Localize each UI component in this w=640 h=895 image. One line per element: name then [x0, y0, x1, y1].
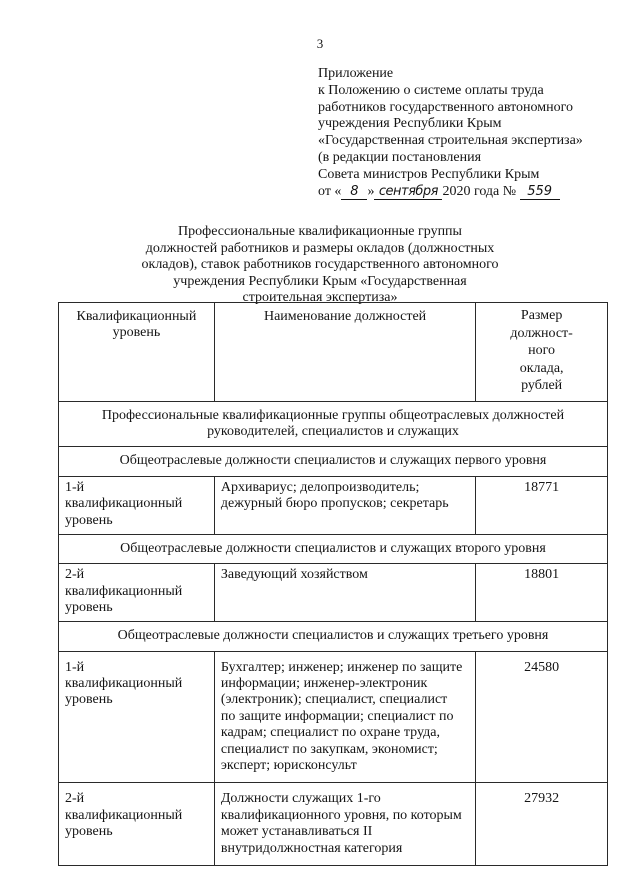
salary-cell: 18771: [476, 476, 608, 534]
section-title-line: Профессиональные квалификационные группы общеотраслевых должностей: [101, 407, 565, 423]
title-line: окладов), ставок работников государственного автономного: [141, 257, 499, 273]
date-prefix: от «: [318, 183, 342, 199]
position-line: Бухгалтер; инженер; инженер по защите: [220, 659, 463, 675]
group-title: Общеотраслевые должности специалистов и служащих третьего уровня: [59, 622, 608, 651]
header-salary-line: Размер: [520, 308, 563, 323]
salary-cell: 24580: [476, 651, 608, 783]
handwritten-month: сентября: [374, 185, 442, 200]
date-year: 2020 года №: [442, 183, 517, 199]
header-level: [59, 303, 215, 402]
appendix-line: (в редакции постановления: [318, 149, 482, 165]
appendix-line: работников государственного автономного: [318, 99, 574, 115]
salary-cell: 27932: [476, 783, 608, 866]
header-level-line: уровень: [112, 325, 161, 341]
level-line: уровень: [65, 824, 113, 840]
level-line: 1-й: [65, 659, 85, 675]
level-line: уровень: [65, 599, 113, 615]
level-cell: [59, 564, 215, 622]
header-salary-line: оклада,: [519, 360, 564, 376]
appendix-line: к Положению о системе оплаты труда: [318, 82, 544, 98]
title-line: учреждения Республики Крым «Государственная: [173, 273, 467, 289]
level-line: уровень: [65, 512, 113, 528]
position-line: (электроник); специалист, специалист: [220, 692, 448, 708]
positions-cell: [214, 651, 475, 783]
position-line: квалификационного уровня, по которым: [220, 807, 462, 823]
level-line: квалификационный: [65, 807, 183, 823]
position-line: по защите информации; специалист по: [220, 708, 454, 724]
positions-cell: [214, 783, 475, 866]
section-row: [59, 401, 608, 447]
level-line: квалификационный: [65, 583, 183, 599]
level-line: уровень: [65, 692, 113, 708]
page-number: 3: [316, 36, 324, 51]
position-line: дежурный бюро пропусков; секретарь: [220, 496, 449, 512]
appendix-line: «Государственная строительная экспертиза»: [318, 133, 583, 149]
appendix-block: [318, 66, 618, 200]
handwritten-doc-number: 559: [520, 185, 560, 200]
level-line: 2-й: [65, 567, 85, 583]
appendix-line: Приложение: [318, 66, 394, 81]
handwritten-day: 8: [341, 185, 367, 200]
group-row: [59, 447, 608, 476]
table-header-row: [59, 303, 608, 402]
position-line: эксперт; юрисконсульт: [220, 757, 357, 773]
group-title: Общеотраслевые должности специалистов и служащих второго уровня: [59, 534, 608, 563]
group-row: [59, 622, 608, 651]
level-cell: [59, 476, 215, 534]
group-row: [59, 534, 608, 563]
level-line: 2-й: [65, 791, 85, 807]
table-row: [59, 651, 608, 783]
header-level-line: Квалификационный: [76, 309, 197, 324]
table-row: [59, 783, 608, 866]
table-row: [59, 476, 608, 534]
salary-cell: 18801: [476, 564, 608, 622]
level-cell: [59, 651, 215, 783]
level-cell: [59, 783, 215, 866]
appendix-line: Совета министров Республики Крым: [318, 166, 540, 182]
title-line: должностей работников и размеры окладов (должностных: [145, 240, 495, 256]
date-mid: »: [367, 183, 375, 199]
position-line: информации; инженер-электроник: [220, 675, 428, 691]
position-line: Архивариус; делопроизводитель;: [220, 479, 420, 495]
position-line: может устанавливаться II: [220, 824, 373, 840]
positions-cell: [214, 476, 475, 534]
appendix-date-line: [318, 184, 618, 201]
header-name: Наименование должностей: [214, 303, 475, 402]
position-line: кадрам; специалист по охране труда,: [220, 725, 440, 741]
section-title-line: руководителей, специалистов и служащих: [207, 423, 459, 439]
section-title: [59, 401, 608, 447]
title-line: Профессиональные квалификационные группы: [178, 224, 462, 239]
header-salary-line: ного: [528, 343, 556, 358]
appendix-line: учреждения Республики Крым: [318, 116, 502, 132]
document-title: [120, 224, 520, 307]
level-line: квалификационный: [65, 675, 183, 691]
position-line: специалист по закупкам, экономист;: [220, 741, 438, 757]
level-line: квалификационный: [65, 496, 183, 512]
table-row: [59, 564, 608, 622]
positions-cell: [214, 564, 475, 622]
position-line: Должности служащих 1-го: [220, 791, 381, 807]
position-line: Заведующий хозяйством: [220, 567, 368, 583]
header-salary-line: рублей: [521, 378, 563, 393]
salary-table: [58, 302, 608, 866]
header-salary-line: должност-: [510, 325, 573, 341]
group-title: Общеотраслевые должности специалистов и служащих первого уровня: [59, 447, 608, 476]
level-line: 1-й: [65, 479, 85, 495]
title-line: строительная экспертиза»: [242, 290, 398, 306]
position-line: внутридолжностная категория: [220, 840, 403, 856]
header-salary: [476, 303, 608, 402]
